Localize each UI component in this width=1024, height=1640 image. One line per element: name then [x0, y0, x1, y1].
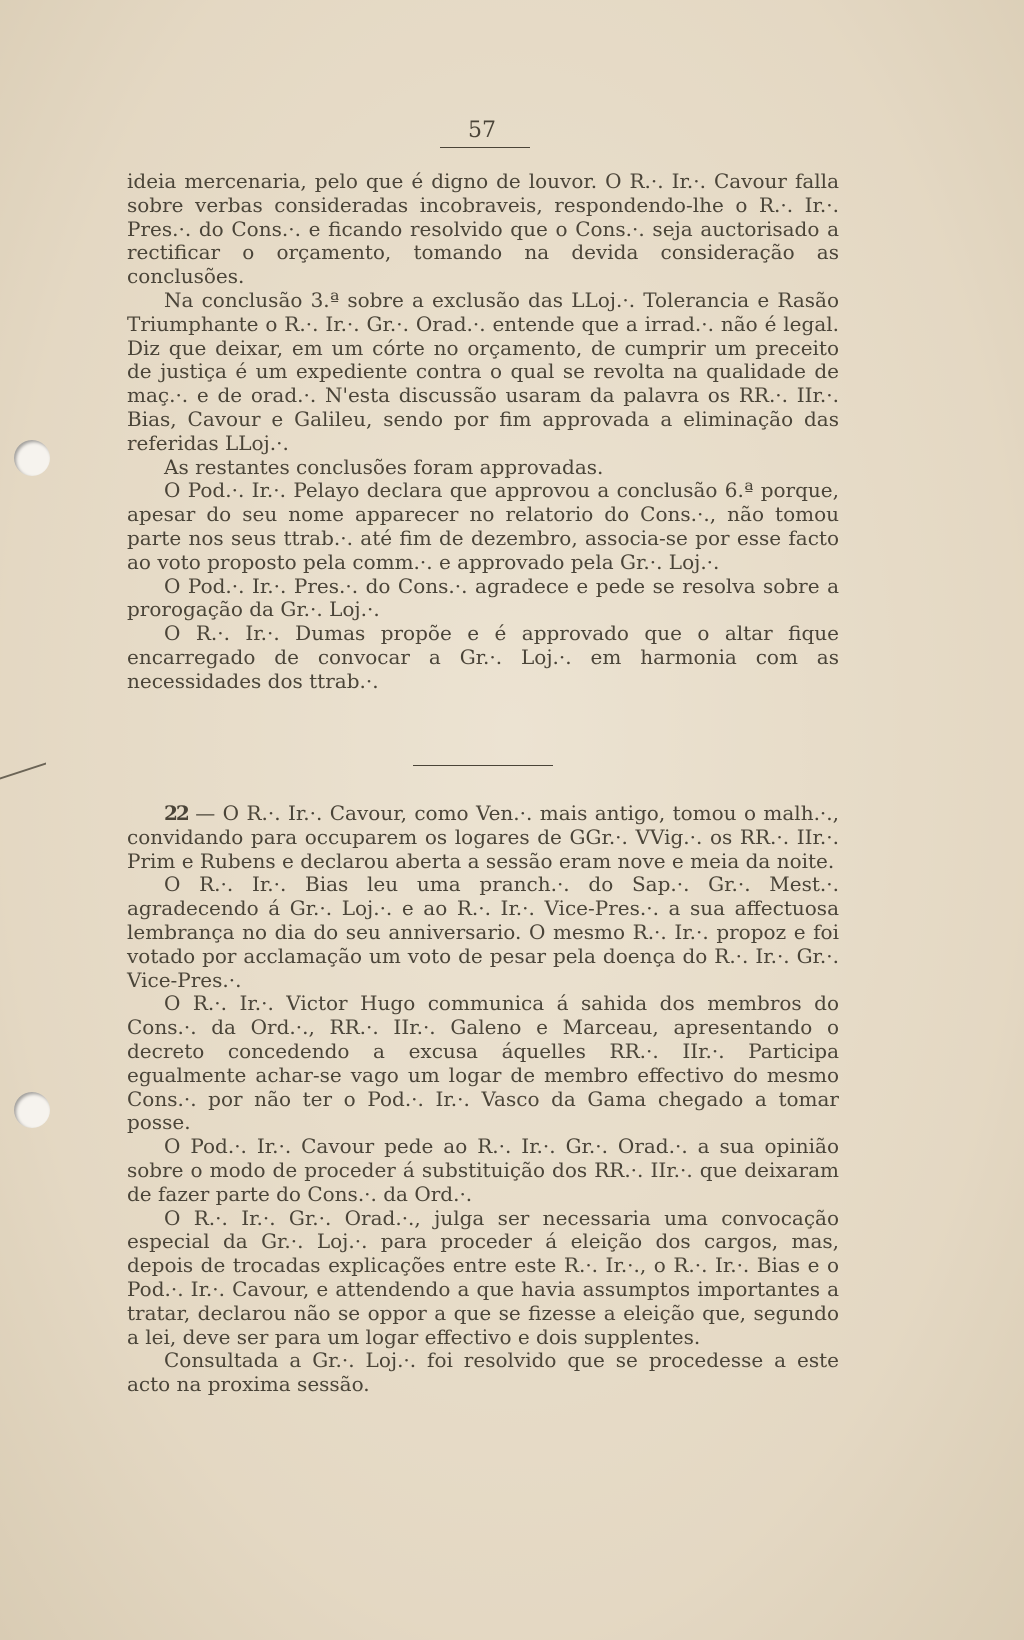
paper-tear	[0, 763, 46, 794]
text-block-second	[127, 802, 839, 1397]
paragraph: — O R.·. Ir.·. Cavour, como Ven.·. mais antigo, tomou o malh.·., convidando para occuparem os logares de GGr.·. VVig.·. os RR.·. IIr.·. Prim e Rubens e declarou aberta a sessão eram nove e meia da noite.	[127, 801, 840, 873]
paragraph: O R.·. Ir.·. Bias leu uma pranch.·. do Sap.·. Gr.·. Mest.·. agradecendo á Gr.·. Loj.·. e ao R.·. Ir.·. Vice-Pres.·. a sua affectuosa lembrança no dia do seu anniversario. O mesmo R.·. Ir.·. propoz e foi votado por acclamação um voto de pesar pela doença do R.·. Ir.·. Gr.·. Vice-Pres.·.	[127, 872, 839, 992]
paragraph: Consultada a Gr.·. Loj.·. foi resolvido que se procedesse a este acto na proxima sessão.	[127, 1348, 839, 1397]
paragraph: As restantes conclusões foram approvadas.	[164, 454, 604, 479]
text-block-first	[127, 170, 839, 694]
paragraph: O R.·. Ir.·. Gr.·. Orad.·., julga ser necessaria uma convocação especial da Gr.·. Loj.·. para proceder á eleição dos cargos, mas, depois de trocadas explicações entre este R.·. Ir.·., o R.·. Ir.·. Bias e o Pod.·. Ir.·. Cavour, e attendendo a que havia assumptos importantes a tratar, declarou não se oppor a que se fizesse a eleição que, segundo a lei, deve ser para um logar effectivo e dois supplentes.	[127, 1205, 839, 1349]
punch-hole	[14, 1092, 50, 1128]
page-number: 57	[468, 118, 496, 143]
paragraph: O R.·. Ir.·. Dumas propõe e é approvado que o altar fique encarregado de convocar a Gr.·. Loj.·. em harmonia com as necessidades dos ttrab.·.	[127, 621, 839, 693]
punch-hole	[14, 440, 50, 476]
section-divider	[413, 765, 553, 766]
page-number-rule	[440, 147, 530, 148]
paragraph: ideia mercenaria, pelo que é digno de louvor. O R.·. Ir.·. Cavour falla sobre verbas consideradas incobraveis, respondendo-lhe o R.·. Ir.·. Pres.·. do Cons.·. e ficando resolvido que o Cons.·. seja auctorisado a rectificar o orçamento, tomando na devida consideração as conclusões.	[127, 169, 839, 289]
section-number: 22	[164, 801, 188, 825]
paragraph: O Pod.·. Ir.·. Pres.·. do Cons.·. agradece e pede se resolva sobre a prorogação da Gr.·. Loj.·.	[127, 573, 839, 622]
paragraph: O R.·. Ir.·. Victor Hugo communica á sahida dos membros do Cons.·. da Ord.·., RR.·. IIr.·. Galeno e Marceau, apresentando o decreto concedendo a excusa áquelles RR.·. IIr.·. Participa egualmente achar-se vago um logar de membro effectivo do mesmo Cons.·. por não ter o Pod.·. Ir.·. Vasco da Gama chegado a tomar posse.	[127, 991, 839, 1135]
section-opening	[127, 802, 839, 873]
paragraph: O Pod.·. Ir.·. Cavour pede ao R.·. Ir.·. Gr.·. Orad.·. a sua opinião sobre o modo de proceder á substituição dos RR.·. IIr.·. que deixaram de fazer parte do Cons.·. da Ord.·.	[127, 1134, 839, 1206]
paragraph: O Pod.·. Ir.·. Pelayo declara que approvou a conclusão 6.ª porque, apesar do seu nome apparecer no relatorio do Cons.·., não tomou parte nos seus ttrab.·. até fim de dezembro, associa-se por esse facto ao voto proposto pela comm.·. e approvado pela Gr.·. Loj.·.	[127, 478, 839, 574]
paragraph: Na conclusão 3.ª sobre a exclusão das LLoj.·. Tolerancia e Rasão Triumphante o R.·. Ir.·. Gr.·. Orad.·. entende que a irrad.·. não é legal. Diz que deixar, em um córte no orçamento, de cumprir um preceito de justiça é um expediente contra o qual se revolta na qualidade de maç.·. e de orad.·. N'esta discussão usaram da palavra os RR.·. IIr.·. Bias, Cavour e Galileu, sendo por fim approvada a eliminação das referidas LLoj.·.	[127, 287, 839, 455]
